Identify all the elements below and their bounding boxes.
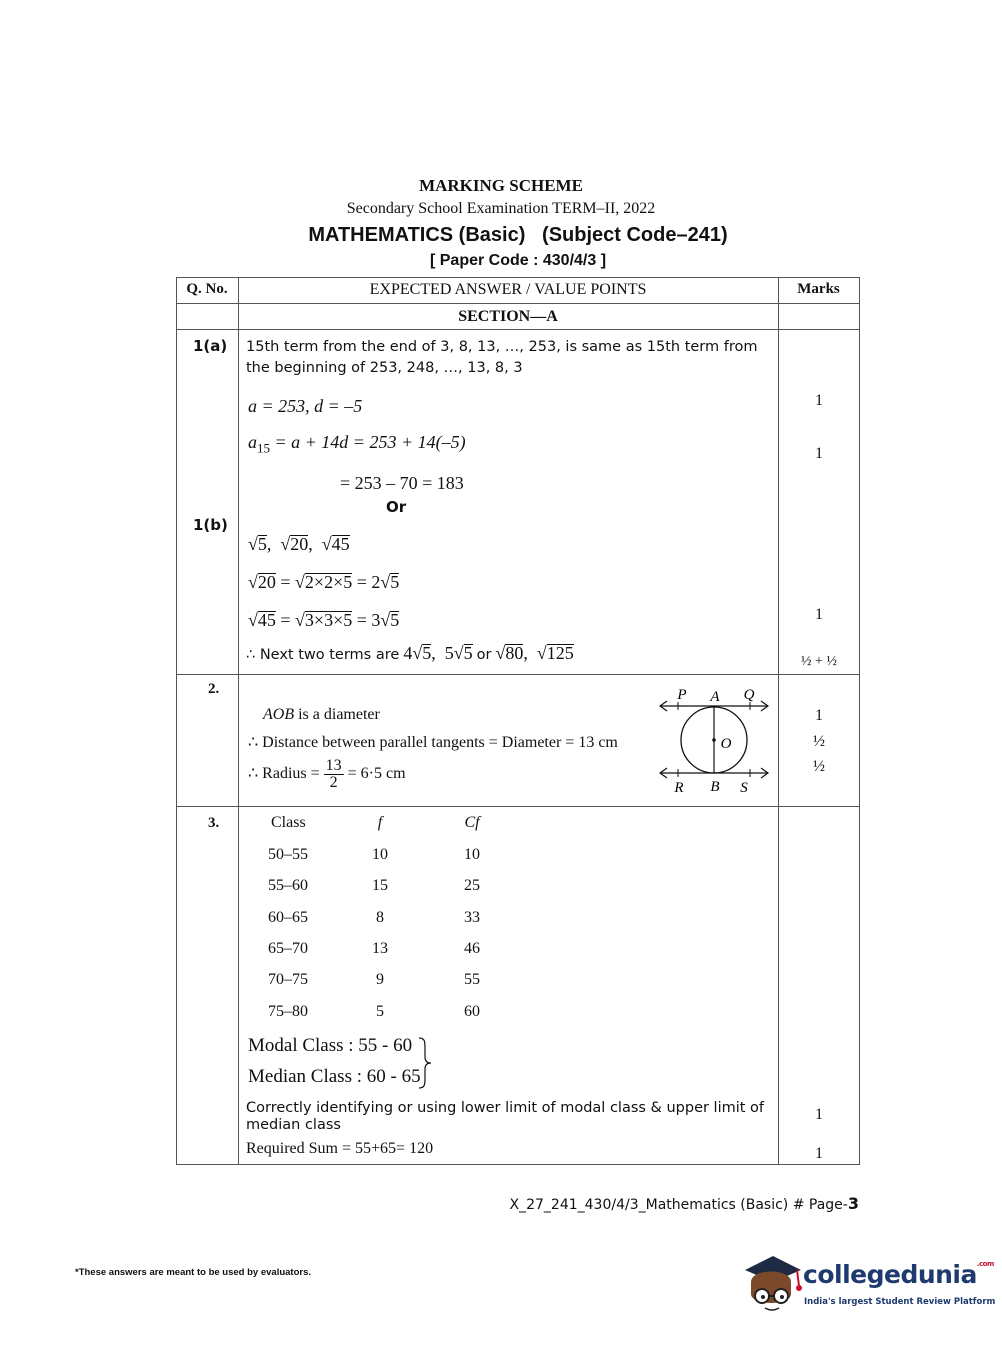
q1b-next-terms: ∴ Next two terms are 4√5, 5√5 or √80, √125 (246, 643, 574, 663)
paper-code: [ Paper Code : 430/4/3 ] (429, 252, 607, 269)
right-brace (416, 1036, 434, 1090)
q1-mark-3: 1 (815, 606, 823, 623)
col-header-answer: EXPECTED ANSWER / VALUE POINTS (369, 281, 647, 298)
cumulative-frequency-cell: 33 (464, 908, 480, 926)
center-point (712, 738, 716, 742)
brand-name: collegedunia$^{.com}$ (803, 1260, 994, 1289)
q1b-roots: √5, √20, √45 (248, 534, 350, 554)
label-o: O (720, 736, 732, 752)
q1b-simplify-20: √20 = √2×2×5 = 2√5 (248, 572, 400, 592)
frequency-cell: 8 (376, 908, 384, 926)
q2-radius: ∴ Radius = $\frac{13}{2}$ = 6·5 cm (248, 757, 406, 791)
q2-mark-3: ½ (813, 758, 825, 775)
question-number-1a: 1(a) (193, 337, 228, 355)
class-interval-cell: 50–55 (268, 846, 308, 863)
cumulative-frequency-cell: 60 (464, 1002, 480, 1020)
label-s: S (740, 780, 748, 796)
q1-mark-4: ½ + ½ (801, 654, 837, 669)
brand-tagline: India's largest Student Review Platform (804, 1297, 996, 1307)
class-interval-cell: 65–70 (268, 939, 308, 957)
exam-name: Secondary School Examination TERM–II, 2022 (346, 200, 656, 217)
q3-mark-1: 1 (815, 1106, 823, 1123)
q1-first-term: a = 253, d = –5 (248, 396, 363, 416)
header-cf: Cf (464, 814, 480, 831)
frequency-cell: 15 (372, 877, 388, 895)
q1-statement: 15th term from the end of 3, 8, 13, …, 253, is same as 15th term from the beginning of 253, 248, …, 13, 8, 3 (246, 339, 758, 376)
subject-heading: MATHEMATICS (Basic) (Subject Code–241) (308, 224, 728, 246)
cumulative-frequency-cell: 10 (464, 846, 480, 863)
q1-a15-formula: $a_{15} = a + 14d = 253 + 14(-5)$ (248, 432, 466, 456)
q2-mark-2: ½ (813, 733, 825, 750)
cumulative-frequency-cell: 46 (464, 939, 480, 957)
q1-a15-result: = 253 – 70 = 183 (340, 473, 464, 493)
modal-class: Modal Class : 55 - 60 (248, 1035, 413, 1056)
question-number-3: 3. (208, 815, 220, 831)
header-class: Class (271, 814, 306, 831)
median-class: Median Class : 60 - 65 (248, 1066, 421, 1087)
frequency-cell: 13 (372, 939, 388, 957)
label-b: B (710, 779, 720, 795)
collegedunia-logo (741, 1248, 996, 1318)
frequency-cell: 5 (376, 1002, 384, 1020)
question-number-2: 2. (208, 681, 220, 697)
class-interval-cell: 70–75 (268, 971, 308, 989)
class-interval-cell: 55–60 (268, 877, 308, 895)
document-title: MARKING SCHEME (419, 176, 583, 195)
q1-mark-1: 1 (815, 392, 823, 409)
frequency-cell: 9 (376, 971, 384, 989)
q3-required-sum: Required Sum = 55+65= 120 (246, 1140, 434, 1157)
cumulative-frequency-cell: 25 (464, 877, 480, 895)
q2-line1: AOB is a diameter (263, 706, 380, 723)
frequency-cell: 10 (372, 846, 388, 863)
label-p: P (677, 687, 687, 703)
circle-tangents-diagram (655, 682, 775, 797)
q1-mark-2: 1 (815, 445, 823, 462)
question-number-1b: 1(b) (193, 516, 228, 534)
page-reference: X_27_241_430/4/3_Mathematics (Basic) # Page-3 (509, 1194, 859, 1213)
col-header-qno: Q. No. (186, 281, 228, 297)
cumulative-frequency-cell: 55 (464, 971, 480, 989)
label-a: A (710, 689, 720, 705)
col-header-marks: Marks (797, 281, 840, 297)
header-f: f (377, 814, 383, 831)
q1b-simplify-45: √45 = √3×3×5 = 3√5 (248, 610, 400, 630)
section-heading: SECTION—A (458, 308, 558, 325)
label-q: Q (743, 687, 755, 703)
mascot-icon (741, 1248, 805, 1314)
class-interval-cell: 75–80 (268, 1002, 308, 1020)
or-separator: Or (386, 498, 407, 516)
q3-identify-text: Correctly identifying or using lower limit of modal class & upper limit of median class (246, 1100, 765, 1133)
q2-mark-1: 1 (815, 707, 823, 724)
class-interval-cell: 60–65 (268, 908, 308, 926)
label-r: R (674, 780, 684, 796)
q2-line2: ∴ Distance between parallel tangents = Diameter = 13 cm (248, 734, 618, 751)
q3-mark-2: 1 (815, 1145, 823, 1162)
evaluator-note: *These answers are meant to be used by evaluators. (75, 1267, 312, 1278)
